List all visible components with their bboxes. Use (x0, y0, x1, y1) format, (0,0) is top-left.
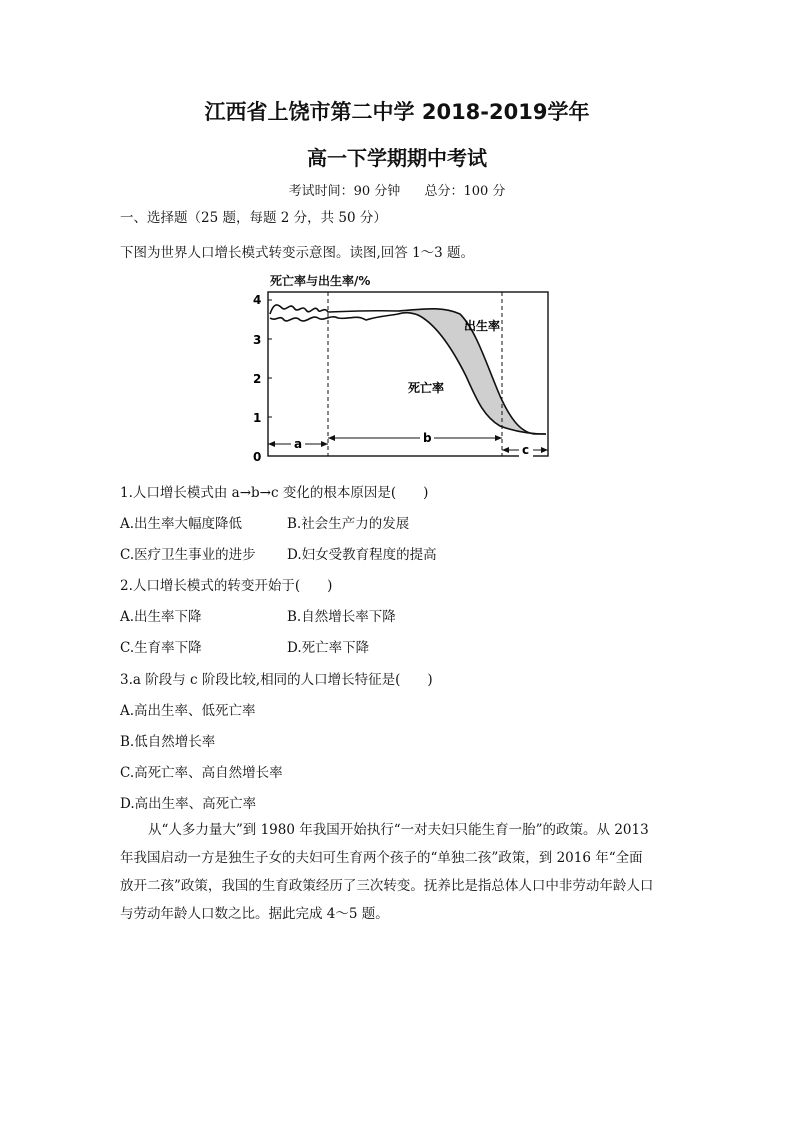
q3-option-d: D.高出生率、高死亡率 (120, 796, 257, 812)
passage-line-2: 年我国启动一方是独生子女的夫妇可生育两个孩子的“单独二孩”政策，到 2016 年“全面 (120, 850, 643, 866)
question-3-stem: 3.a 阶段与 c 阶段比较,相同的人口增长特征是( ) (120, 672, 433, 688)
y-tick-label: 4 (253, 293, 262, 307)
q2-option-b: B.自然增长率下降 (287, 609, 396, 625)
stage-c-arrow (502, 443, 548, 457)
q2-option-d: D.死亡率下降 (287, 640, 370, 656)
question-2-stem: 2.人口增长模式的转变开始于( ) (120, 578, 333, 594)
stage-b-label: b (423, 431, 432, 445)
exam-subtitle: 高一下学期期中考试 (307, 146, 487, 170)
passage-line-1: 从“人多力量大”到 1980 年我国开始执行“一对夫妇只能生育一胎”的政策。从 2013 (148, 822, 649, 838)
passage-line-3: 放开二孩”政策，我国的生育政策经历了三次转变。抚养比是指总体人口中非劳动年龄人口 (120, 878, 654, 894)
exam-time: 考试时间：90 分钟 (288, 184, 401, 199)
y-tick-label: 2 (253, 372, 262, 386)
q1-option-b: B.社会生产力的发展 (287, 516, 410, 532)
q2-option-a: A.出生率下降 (120, 609, 202, 625)
stage-c-label: c (522, 443, 530, 457)
stage-a-label: a (294, 437, 303, 451)
passage-line-4: 与劳动年龄人口数之比。据此完成 4～5 题。 (120, 906, 389, 922)
q1-option-c: C.医疗卫生事业的进步 (120, 547, 256, 563)
plot-frame (268, 292, 548, 456)
q3-option-a: A.高出生率、低死亡率 (120, 703, 256, 719)
section-heading: 一、选择题（25 题，每题 2 分，共 50 分） (120, 210, 387, 226)
q3-option-b: B.低自然增长率 (120, 734, 216, 750)
figure-intro: 下图为世界人口增长模式转变示意图。读图,回答 1～3 题。 (120, 245, 475, 261)
question-1-stem: 1.人口增长模式由 a→b→c 变化的根本原因是( ) (120, 485, 429, 501)
y-tick-label: 0 (253, 450, 262, 464)
stage-b-arrow (328, 431, 502, 445)
q1-option-a: A.出生率大幅度降低 (120, 516, 243, 532)
chart-title: 死亡率与出生率/% (270, 274, 371, 288)
q3-option-c: C.高死亡率、高自然增长率 (120, 765, 283, 781)
birth-rate-label: 出生率 (464, 319, 501, 333)
total-score: 总分：100 分 (424, 184, 506, 199)
q2-option-c: C.生育率下降 (120, 640, 202, 656)
exam-info (0, 180, 794, 199)
y-tick-label: 3 (253, 333, 262, 347)
stage-a-arrow (268, 437, 328, 451)
y-tick-label: 1 (253, 411, 262, 425)
q1-option-d: D.妇女受教育程度的提高 (287, 547, 437, 563)
death-rate-label: 死亡率 (408, 381, 445, 395)
exam-title: 江西省上饶市第二中学 2018-2019学年 (204, 100, 590, 124)
population-transition-chart (248, 268, 558, 464)
